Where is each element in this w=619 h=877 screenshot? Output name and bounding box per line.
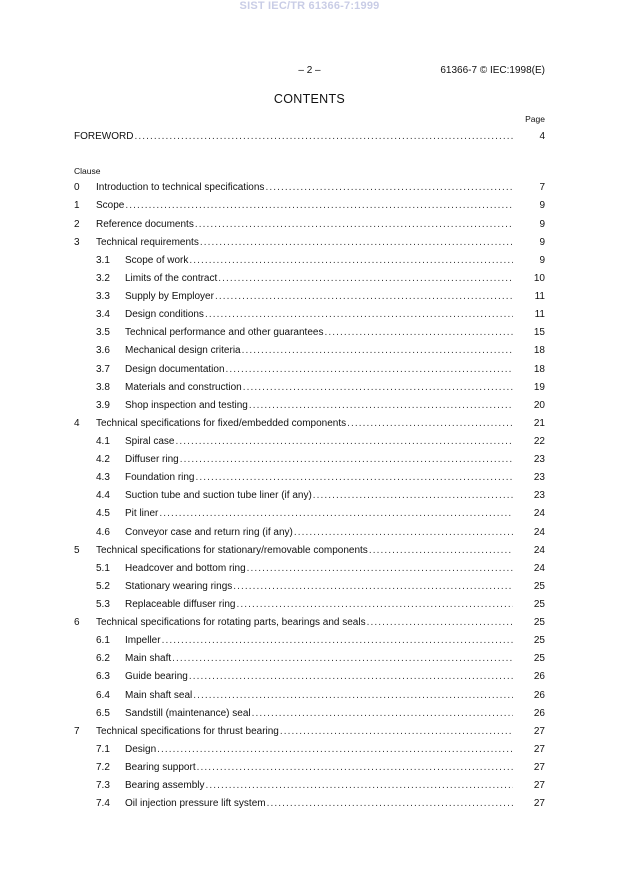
- toc-entry-title: Stationary wearing rings: [125, 581, 233, 592]
- toc-entry-page: 25: [533, 581, 545, 592]
- toc-entry-number: 3: [74, 237, 80, 248]
- toc-entry-title: Bearing support: [125, 762, 196, 773]
- toc-entry-page: 4: [539, 131, 545, 142]
- toc-entry-page: 27: [533, 798, 545, 809]
- toc-entry-number: 4.5: [96, 508, 110, 519]
- toc-entry-5-1[interactable]: [0, 562, 619, 576]
- toc-entry-title: Guide bearing: [125, 671, 188, 682]
- toc-entry-number: 3.1: [96, 255, 110, 266]
- toc-entry-page: 25: [533, 653, 545, 664]
- toc-entry-title: Technical performance and other guarantees: [125, 327, 324, 338]
- toc-entry-number: 3.3: [96, 291, 110, 302]
- toc-entry-title: Main shaft: [125, 653, 172, 664]
- toc-entry-6-3[interactable]: [0, 670, 619, 684]
- toc-entry-number: 7.4: [96, 798, 110, 809]
- toc-entry-6-4[interactable]: [0, 689, 619, 703]
- toc-entry-page: 23: [533, 472, 545, 483]
- toc-entry-number: 3.4: [96, 309, 110, 320]
- toc-entry-3-9[interactable]: [0, 399, 619, 413]
- toc-entry-number: 3.9: [96, 400, 110, 411]
- toc-entry-3-3[interactable]: [0, 290, 619, 304]
- toc-entry-title: Technical specifications for thrust bearing: [96, 726, 279, 737]
- toc-entry-3-7[interactable]: [0, 363, 619, 377]
- toc-entry-5[interactable]: [0, 544, 619, 558]
- toc-entry-number: 7.3: [96, 780, 110, 791]
- toc-entry-page: 27: [533, 726, 545, 737]
- toc-entry-number: 6.5: [96, 708, 110, 719]
- toc-entry-number: 6.3: [96, 671, 110, 682]
- toc-entry-7-2[interactable]: [0, 761, 619, 775]
- toc-entry-3-8[interactable]: [0, 381, 619, 395]
- toc-entry-page: 22: [533, 436, 545, 447]
- toc-entry-1[interactable]: [0, 199, 619, 213]
- toc-entry-title: Scope of work: [125, 255, 189, 266]
- toc-entry-page: 26: [533, 708, 545, 719]
- toc-entry-title: Technical specifications for rotating parts, bearings and seals: [96, 617, 366, 628]
- toc-entry-4-1[interactable]: [0, 435, 619, 449]
- toc-entry-number: 4.4: [96, 490, 110, 501]
- page-title: CONTENTS: [273, 92, 346, 106]
- toc-entry-number: 1: [74, 200, 80, 211]
- toc-entry-number: 7.2: [96, 762, 110, 773]
- toc-entry-3-5[interactable]: [0, 326, 619, 340]
- toc-entry-page: 23: [533, 490, 545, 501]
- toc-entry-title: Supply by Employer: [125, 291, 214, 302]
- toc-entry-4-5[interactable]: [0, 507, 619, 521]
- toc-entry-number: 5.3: [96, 599, 110, 610]
- toc-entry-number: 6.1: [96, 635, 110, 646]
- toc-entry-page: 27: [533, 744, 545, 755]
- toc-entry-number: 3.6: [96, 345, 110, 356]
- toc-entry-title: Impeller: [125, 635, 161, 646]
- toc-entry-4-3[interactable]: [0, 471, 619, 485]
- toc-entry-title: Technical requirements: [96, 237, 199, 248]
- toc-entry-6-2[interactable]: [0, 652, 619, 666]
- toc-entry-page: 23: [533, 454, 545, 465]
- toc-entry-title: Materials and construction: [125, 382, 242, 393]
- toc-entry-6-5[interactable]: [0, 707, 619, 721]
- toc-entry-5-2[interactable]: [0, 580, 619, 594]
- toc-entry-page: 24: [533, 563, 545, 574]
- toc-entry-title: Pit liner: [125, 508, 159, 519]
- toc-entry-number: 4.6: [96, 527, 110, 538]
- toc-entry-title: Design: [125, 744, 157, 755]
- toc-entry-5-3[interactable]: [0, 598, 619, 612]
- clause-column-label: Clause: [74, 166, 101, 176]
- toc-entry-page: 18: [533, 364, 545, 375]
- toc-entry-page: 10: [533, 273, 545, 284]
- toc-entry-title: Design documentation: [125, 364, 225, 375]
- toc-entry-title: Spiral case: [125, 436, 175, 447]
- toc-entry-title: Foundation ring: [125, 472, 195, 483]
- toc-entry-page: 20: [533, 400, 545, 411]
- toc-entry-page: 25: [533, 635, 545, 646]
- toc-entry-page: 21: [533, 418, 545, 429]
- toc-entry-title: Technical specifications for stationary/removable components: [96, 545, 368, 556]
- toc-entry-page: 26: [533, 671, 545, 682]
- toc-entry-title: Introduction to technical specifications: [96, 182, 265, 193]
- toc-entry-page: 9: [539, 200, 545, 211]
- toc-entry-page: 11: [534, 291, 545, 302]
- toc-entry-title: Shop inspection and testing: [125, 400, 248, 411]
- toc-entry-number: 5: [74, 545, 80, 556]
- toc-entry-3-1[interactable]: [0, 254, 619, 268]
- toc-entry-number: 3.7: [96, 364, 110, 375]
- toc-entry-number: 3.2: [96, 273, 110, 284]
- toc-entry-title: Design conditions: [125, 309, 204, 320]
- toc-entry-page: 26: [533, 690, 545, 701]
- toc-entry-title: Suction tube and suction tube liner (if any): [125, 490, 312, 501]
- toc-entry-2[interactable]: [0, 218, 619, 232]
- toc-entry-title: Mechanical design criteria: [125, 345, 241, 356]
- toc-entry-number: 6: [74, 617, 80, 628]
- toc-entry-number: 3.8: [96, 382, 110, 393]
- document-reference: 61366-7 © IEC:1998(E): [440, 65, 545, 76]
- toc-entry-title: Main shaft seal: [125, 690, 193, 701]
- toc-entry-title: Sandstill (maintenance) seal: [125, 708, 251, 719]
- toc-entry-title: FOREWORD: [74, 131, 134, 142]
- toc-entry-title: Limits of the contract: [125, 273, 218, 284]
- toc-entry-page: 11: [534, 309, 545, 320]
- toc-entry-number: 6.2: [96, 653, 110, 664]
- toc-entry-page: 9: [539, 255, 545, 266]
- toc-entry-number: 2: [74, 219, 80, 230]
- toc-entry-6-1[interactable]: [0, 634, 619, 648]
- toc-entry-number: 4: [74, 418, 80, 429]
- toc-entry-number: 4.1: [96, 436, 110, 447]
- toc-entry-number: 6.4: [96, 690, 110, 701]
- toc-entry-title: Headcover and bottom ring: [125, 563, 246, 574]
- toc-entry-number: 7.1: [96, 744, 110, 755]
- toc-entry-7-3[interactable]: [0, 779, 619, 793]
- toc-entry-title: Bearing assembly: [125, 780, 205, 791]
- toc-entry-title: Technical specifications for fixed/embedded components: [96, 418, 347, 429]
- toc-entry-6[interactable]: [0, 616, 619, 630]
- toc-entry-page: 15: [533, 327, 545, 338]
- toc-entry-foreword[interactable]: [0, 130, 619, 144]
- toc-entry-page: 9: [539, 237, 545, 248]
- toc-entry-number: 5.1: [96, 563, 110, 574]
- toc-entry-page: 18: [533, 345, 545, 356]
- toc-entry-number: 7: [74, 726, 80, 737]
- toc-entry-4-4[interactable]: [0, 489, 619, 503]
- page-number: – 2 –: [298, 65, 321, 76]
- toc-entry-number: 5.2: [96, 581, 110, 592]
- toc-entry-7-1[interactable]: [0, 743, 619, 757]
- toc-entry-4-2[interactable]: [0, 453, 619, 467]
- toc-entry-page: 9: [539, 219, 545, 230]
- toc-entry-3-6[interactable]: [0, 344, 619, 358]
- toc-entry-7-4[interactable]: [0, 797, 619, 811]
- toc-entry-number: 4.3: [96, 472, 110, 483]
- watermark: SIST IEC/TR 61366-7:1999: [239, 0, 380, 12]
- toc-entry-title: Diffuser ring: [125, 454, 179, 465]
- toc-entry-7[interactable]: [0, 725, 619, 739]
- toc-entry-3[interactable]: [0, 236, 619, 250]
- toc-entry-title: Oil injection pressure lift system: [125, 798, 266, 809]
- toc-entry-page: 27: [533, 780, 545, 791]
- toc-entry-page: 24: [533, 527, 545, 538]
- toc-entry-0[interactable]: [0, 181, 619, 195]
- toc-entry-page: 24: [533, 545, 545, 556]
- toc-entry-number: 4.2: [96, 454, 110, 465]
- toc-entry-page: 25: [533, 599, 545, 610]
- toc-entry-title: Reference documents: [96, 219, 194, 230]
- toc-entry-3-2[interactable]: [0, 272, 619, 286]
- toc-entry-title: Conveyor case and return ring (if any): [125, 527, 293, 538]
- toc-entry-page: 25: [533, 617, 545, 628]
- toc-entry-4-6[interactable]: [0, 526, 619, 540]
- toc-entry-3-4[interactable]: [0, 308, 619, 322]
- toc-entry-page: 19: [533, 382, 545, 393]
- toc-entry-title: Scope: [96, 200, 125, 211]
- toc-entry-number: 3.5: [96, 327, 110, 338]
- toc-entry-page: 24: [533, 508, 545, 519]
- toc-entry-title: Replaceable diffuser ring: [125, 599, 236, 610]
- toc-entry-page: 7: [539, 182, 545, 193]
- page-column-label: Page: [525, 114, 545, 124]
- toc-entry-number: 0: [74, 182, 80, 193]
- toc-entry-page: 27: [533, 762, 545, 773]
- toc-entry-4[interactable]: [0, 417, 619, 431]
